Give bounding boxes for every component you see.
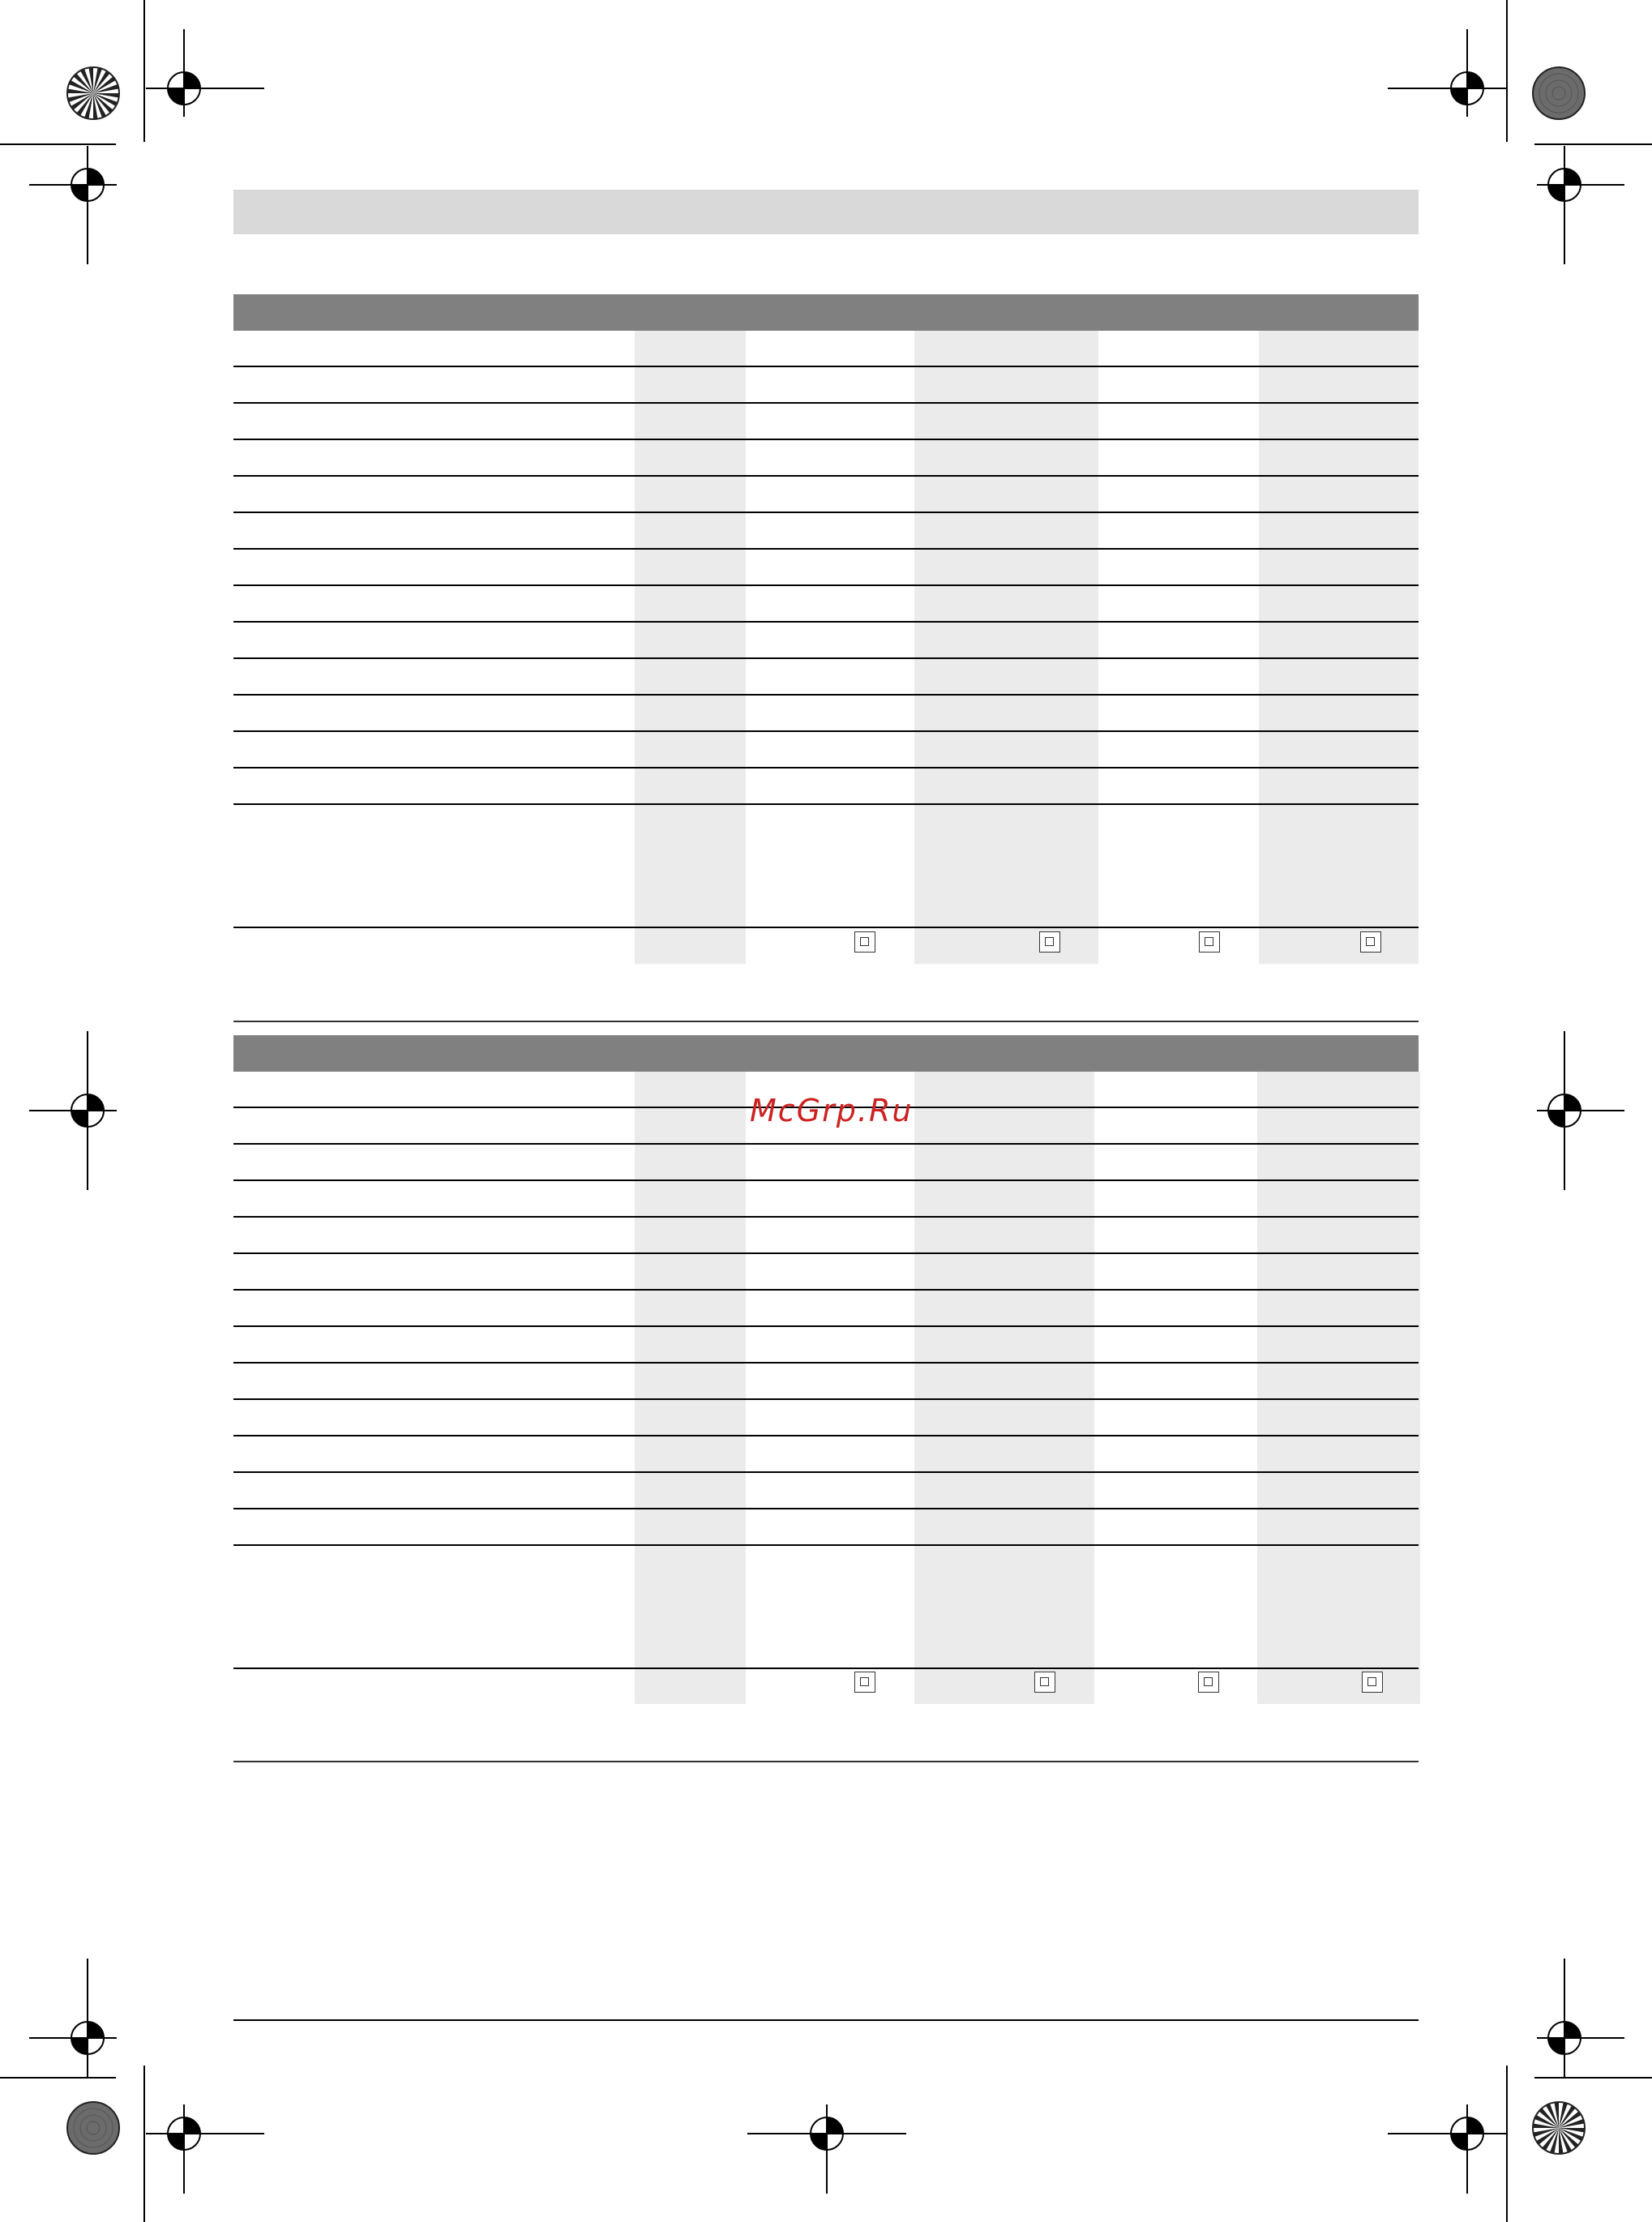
table-row-rule: [233, 475, 1419, 477]
table-row-rule: [233, 621, 1419, 623]
checkbox-icon[interactable]: [1199, 931, 1220, 953]
table-row-rule: [233, 1398, 1419, 1400]
registration-mark-icon: [29, 1031, 148, 1190]
table-row-rule: [233, 402, 1419, 404]
shaded-column: [635, 331, 746, 964]
checkbox-icon[interactable]: [1360, 931, 1381, 953]
table-row-rule: [233, 1325, 1419, 1327]
color-wheel-icon: [66, 2101, 120, 2155]
crop-line-bottom-right-h: [1534, 2077, 1652, 2079]
table-row-rule: [233, 512, 1419, 513]
checkbox-icon[interactable]: [1198, 1672, 1219, 1693]
color-wheel-icon: [1532, 2101, 1586, 2155]
table-1: [233, 294, 1419, 964]
crop-line-bottom-left-v: [143, 2066, 145, 2222]
table-row-rule: [233, 548, 1419, 550]
registration-mark-icon: [146, 2075, 264, 2194]
crop-line-bottom-left-h: [0, 2077, 116, 2079]
table-row-rule: [233, 657, 1419, 659]
table-2: [233, 1035, 1419, 1704]
checkbox-icon[interactable]: [1039, 931, 1060, 953]
color-wheel-icon: [66, 66, 120, 120]
checkbox-icon[interactable]: [1362, 1672, 1383, 1693]
table-row-rule: [233, 1362, 1419, 1364]
table-row-rule: [233, 1435, 1419, 1436]
table-row-rule: [233, 730, 1419, 732]
shaded-column: [1257, 1072, 1420, 1704]
registration-mark-icon: [1506, 1031, 1624, 1190]
registration-mark-icon: [146, 29, 264, 148]
registration-mark-icon: [1388, 29, 1506, 148]
crop-line-top-right-v: [1506, 0, 1508, 142]
table-row-rule: [233, 584, 1419, 586]
table-row-rule: [233, 1289, 1419, 1291]
table-row-rule: [233, 439, 1419, 440]
table-header-bar: [233, 1035, 1419, 1072]
table-row-rule: [233, 1508, 1419, 1509]
table-row-rule: [233, 1252, 1419, 1254]
footer-rule: [233, 2019, 1419, 2021]
table-row-rule: [233, 1143, 1419, 1145]
registration-mark-icon: [29, 146, 148, 264]
checkbox-icon[interactable]: [854, 931, 875, 953]
watermark-text: McGrp.Ru: [750, 1093, 914, 1128]
crop-line-top-left-v: [143, 0, 145, 142]
table-header-bar: [233, 294, 1419, 331]
table-row-rule: [233, 927, 1419, 928]
registration-mark-icon: [1388, 2075, 1506, 2194]
crop-line-top-left-h: [0, 143, 116, 145]
table-separator: [233, 1021, 1419, 1022]
table-row-rule: [233, 1471, 1419, 1473]
registration-mark-icon: [747, 2075, 906, 2194]
crop-line-bottom-right-v: [1506, 2066, 1508, 2222]
table-row-rule: [233, 1216, 1419, 1218]
table-row-rule: [233, 1544, 1419, 1546]
checkbox-icon[interactable]: [1034, 1672, 1055, 1693]
table-row-rule: [233, 767, 1419, 768]
registration-mark-icon: [1506, 146, 1624, 264]
shaded-column: [914, 331, 1098, 964]
shaded-column: [914, 1072, 1094, 1704]
color-wheel-icon: [1532, 66, 1586, 120]
table-row-rule: [233, 1180, 1419, 1181]
shaded-column: [1259, 331, 1419, 964]
table-row-rule: [233, 694, 1419, 696]
table-separator: [233, 1761, 1419, 1762]
table-row-rule: [233, 803, 1419, 805]
table-row-rule: [233, 366, 1419, 367]
shaded-column: [635, 1072, 746, 1704]
page-header-bar: [233, 190, 1419, 234]
checkbox-icon[interactable]: [854, 1672, 875, 1693]
table-row-rule: [233, 1668, 1419, 1669]
registration-mark-icon: [29, 1959, 148, 2077]
crop-line-top-right-h: [1534, 143, 1652, 145]
registration-mark-icon: [1506, 1959, 1624, 2077]
